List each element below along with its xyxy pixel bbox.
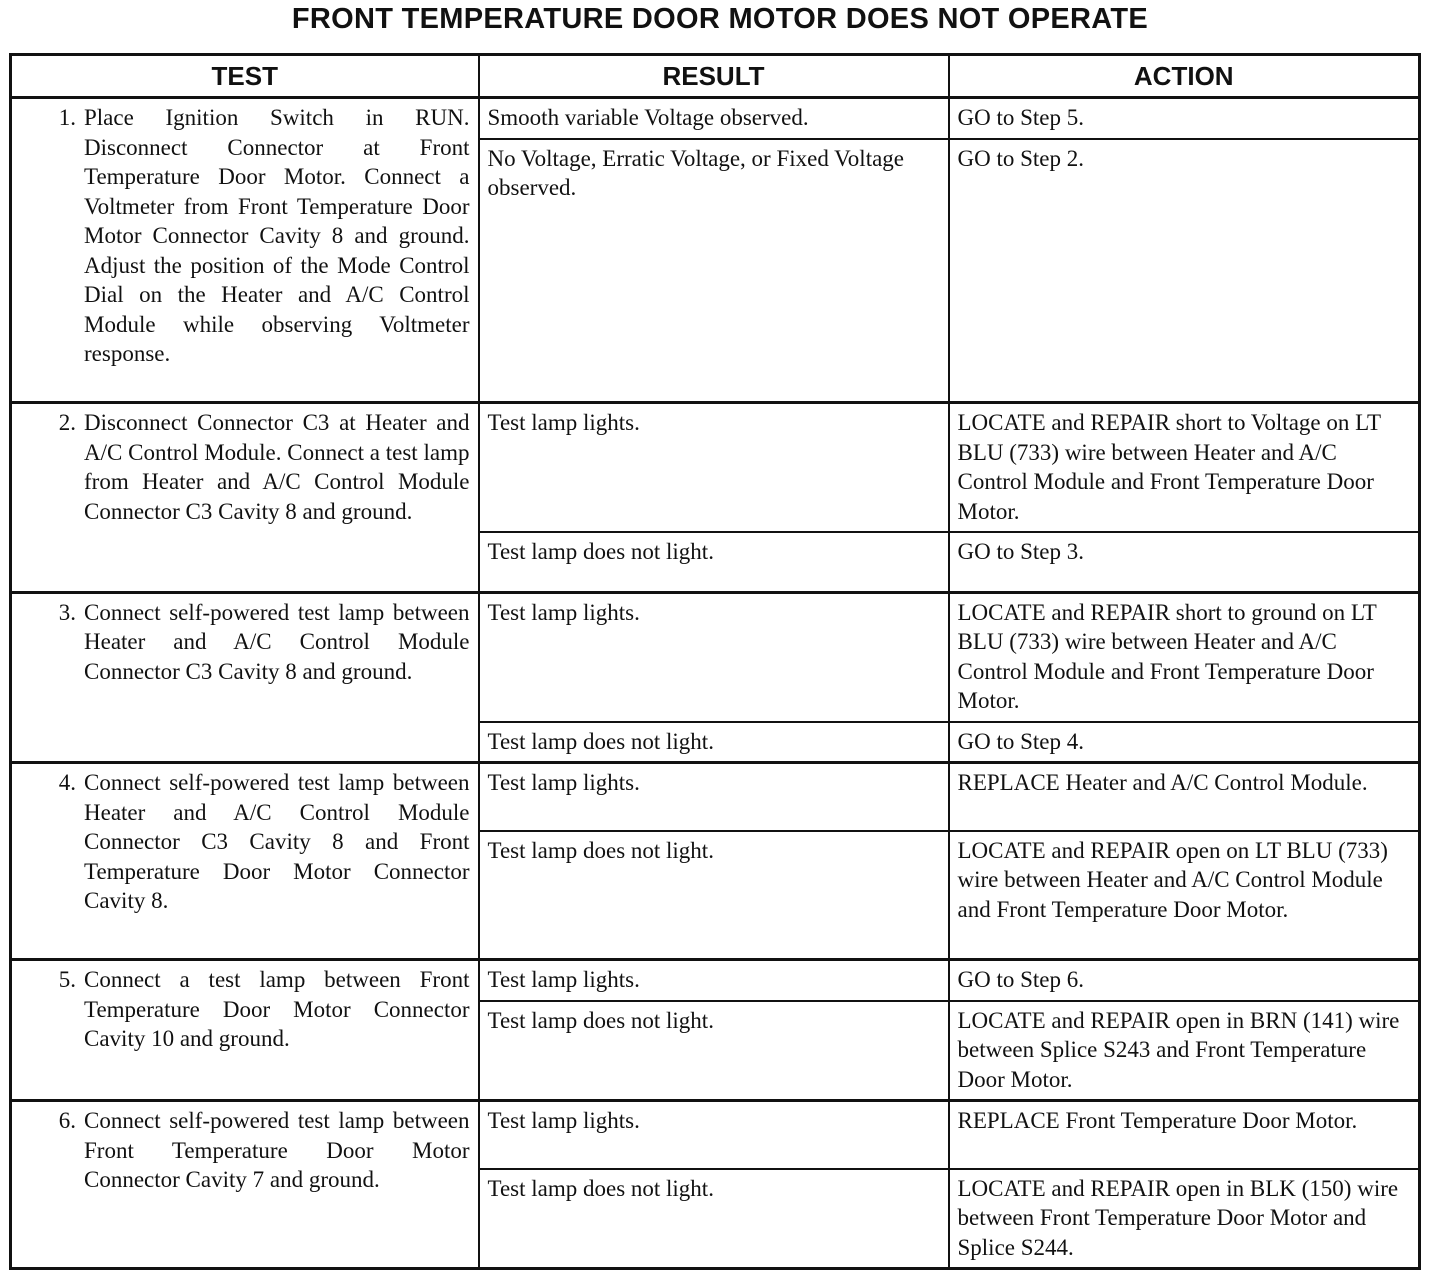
step-number: 4. bbox=[58, 770, 76, 795]
action-cell: GO to Step 6. bbox=[949, 960, 1420, 1001]
result-cell: Test lamp lights. bbox=[479, 763, 949, 831]
header-row bbox=[11, 55, 1420, 98]
step-text: Disconnect Connector C3 at Heater and A/C Control Module. Connect a test lamp from Heater and A/C Control Module Connector C3 Cavity 8 and ground. bbox=[84, 410, 470, 524]
action-cell: GO to Step 3. bbox=[949, 532, 1420, 592]
result-cell: No Voltage, Erratic Voltage, or Fixed Voltage observed. bbox=[479, 139, 949, 403]
result-column-header: RESULT bbox=[479, 55, 949, 98]
table-row bbox=[11, 98, 1420, 139]
action-cell: GO to Step 4. bbox=[949, 722, 1420, 763]
action-cell: GO to Step 5. bbox=[949, 98, 1420, 139]
test-cell bbox=[11, 960, 479, 1101]
step-number: 3. bbox=[58, 599, 76, 625]
table-row bbox=[11, 403, 1420, 533]
table-row bbox=[11, 1101, 1420, 1169]
step-text: Connect self-powered test lamp between Front Temperature Door Motor Connector Cavity 7 and ground. bbox=[84, 1108, 470, 1192]
diagnostic-table bbox=[9, 53, 1421, 1270]
table-row bbox=[11, 592, 1420, 722]
step-number: 2. bbox=[58, 410, 76, 435]
action-cell: GO to Step 2. bbox=[949, 139, 1420, 403]
result-cell: Test lamp lights. bbox=[479, 960, 949, 1001]
page-title: FRONT TEMPERATURE DOOR MOTOR DOES NOT OPERATE bbox=[291, 3, 1149, 35]
test-column-header: TEST bbox=[11, 55, 479, 98]
step-text: Connect a test lamp between Front Temperature Door Motor Connector Cavity 10 and ground. bbox=[84, 967, 470, 1051]
step-number: 1. bbox=[58, 105, 76, 130]
action-cell: LOCATE and REPAIR open on LT BLU (733) wire between Heater and A/C Control Module and Front Temperature Door Motor. bbox=[949, 831, 1420, 960]
test-cell bbox=[11, 592, 479, 763]
action-cell: LOCATE and REPAIR open in BLK (150) wire between Front Temperature Door Motor and Splice S244. bbox=[949, 1169, 1420, 1269]
action-cell: REPLACE Heater and A/C Control Module. bbox=[949, 763, 1420, 831]
result-cell: Test lamp lights. bbox=[479, 1101, 949, 1169]
test-cell bbox=[11, 98, 479, 403]
action-cell: REPLACE Front Temperature Door Motor. bbox=[949, 1101, 1420, 1169]
step-number: 5. bbox=[58, 967, 76, 992]
table-row bbox=[11, 960, 1420, 1001]
step-text: Connect self-powered test lamp between Heater and A/C Control Module Connector C3 Cavity 8 and Front Temperature Door Motor Connector Cavity 8. bbox=[84, 770, 470, 913]
step-text: Connect self-powered test lamp between Heater and A/C Control Module Connector C3 Cavity 8 and ground. bbox=[84, 599, 470, 684]
result-cell: Test lamp does not light. bbox=[479, 831, 949, 960]
action-cell: LOCATE and REPAIR short to Voltage on LT BLU (733) wire between Heater and A/C Control Module and Front Temperature Door Motor. bbox=[949, 403, 1420, 533]
test-cell bbox=[11, 403, 479, 593]
action-column-header: ACTION bbox=[949, 55, 1420, 98]
table-row bbox=[11, 763, 1420, 831]
result-cell: Test lamp lights. bbox=[479, 592, 949, 722]
test-cell bbox=[11, 1101, 479, 1269]
result-cell: Smooth variable Voltage observed. bbox=[479, 98, 949, 139]
result-cell: Test lamp does not light. bbox=[479, 1001, 949, 1101]
step-text: Place Ignition Switch in RUN. Disconnect Connector at Front Temperature Door Motor. Connect a Voltmeter from Front Temperature Door Motor Connector Cavity 8 and ground. Adjust the position of the Mode Control Dial on the Heater and A/C Control Module while observing Voltmeter response. bbox=[84, 105, 470, 366]
result-cell: Test lamp does not light. bbox=[479, 532, 949, 592]
result-cell: Test lamp lights. bbox=[479, 403, 949, 533]
result-cell: Test lamp does not light. bbox=[479, 722, 949, 763]
action-cell: LOCATE and REPAIR short to ground on LT BLU (733) wire between Heater and A/C Control Module and Front Temperature Door Motor. bbox=[949, 592, 1420, 722]
test-cell bbox=[11, 763, 479, 960]
result-cell: Test lamp does not light. bbox=[479, 1169, 949, 1269]
action-cell: LOCATE and REPAIR open in BRN (141) wire between Splice S243 and Front Temperature Door Motor. bbox=[949, 1001, 1420, 1101]
step-number: 6. bbox=[58, 1108, 76, 1133]
